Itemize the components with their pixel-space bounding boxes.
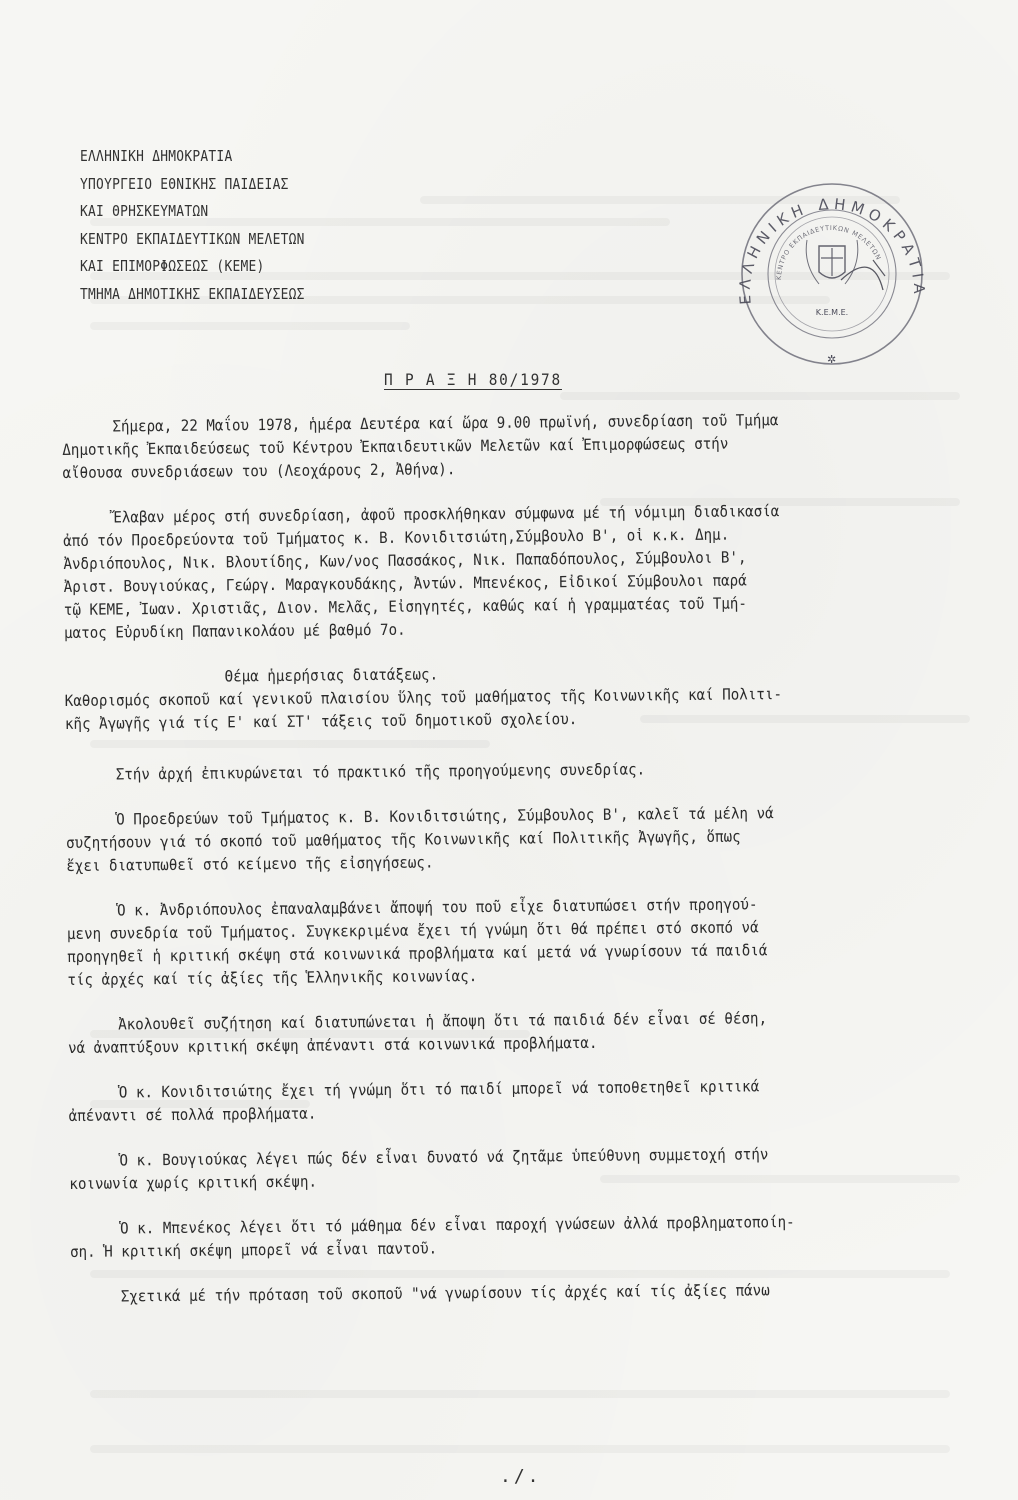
text-line: Καθορισμός σκοποῦ καί γενικοῦ πλαισίου ὕλης τοῦ μαθήματος τῆς Κοινωνικῆς καί Πολιτι- bbox=[64, 685, 783, 710]
letterhead-line: ΚΑΙ ΘΡΗΣΚΕΥΜΑΤΩΝ bbox=[80, 202, 209, 221]
stamp-center-text: Κ.Ε.Μ.Ε. bbox=[815, 308, 849, 317]
page-continuation-mark: ./. bbox=[500, 1466, 542, 1487]
text-line: Ἀνδριόπουλος, Νικ. Βλουτίδης, Κων/νος Πασσάκος, Νικ. Παπαδόπουλος, Σύμβουλοι Β', bbox=[63, 548, 747, 573]
letterhead bbox=[80, 143, 305, 309]
stamp-outer-text: ΕΛΛΗΝΙΚΗ ΔΗΜΟΚΡΑΤΙΑ bbox=[735, 194, 929, 306]
text-line: Ὁ κ. Ἀνδριόπουλος ἐπαναλαμβάνει ἄποψή του ποῦ εἶχε διατυπώσει στήν προηγού- bbox=[116, 895, 758, 920]
text-line: ἔχει διατυπωθεῖ στό κείμενο τῆς εἰσηγήσεως. bbox=[66, 853, 434, 875]
text-line: Δημοτικῆς Ἐκπαιδεύσεως τοῦ Κέντρου Ἐκπαιδευτικῶν Μελετῶν καί Ἐπιμορφώσεως στήν bbox=[62, 434, 729, 459]
text-line: συζητήσουν γιά τό σκοπό τοῦ μαθήματος τῆς Κοινωνικῆς καί Πολιτικῆς Ἀγωγῆς, ὅπως bbox=[66, 827, 741, 852]
text-line: Ὁ κ. Μπενέκος λέγει ὅτι τό μάθημα δέν εἶναι παροχή γνώσεων ἀλλά προβληματοποίη- bbox=[120, 1213, 795, 1238]
text-line: Ἀριστ. Βουγιούκας, Γεώργ. Μαραγκουδάκης, Ἀντών. Μπενέκος, Εἰδικοί Σύμβουλοι παρά bbox=[63, 571, 747, 596]
paragraph-opening bbox=[62, 407, 978, 485]
text-line: Ὁ κ. Βουγιούκας λέγει πώς δέν εἶναι δυνατό νά ζητᾶμε ὑπεύθυνη συμμετοχή στήν bbox=[119, 1145, 769, 1170]
document-title: Π Ρ Α Ξ Η 80/1978 bbox=[384, 370, 562, 389]
text-line: ἀπό τόν Προεδρεύοντα τοῦ Τμήματος κ. Β. Κονιδιτσιώτη,Σύμβουλο Β', οἱ κ.κ. Δημ. bbox=[63, 525, 730, 550]
svg-text:ΚΕΝΤΡΟ ΕΚΠΑΙΔΕΥΤΙΚΩΝ ΜΕΛΕΤΩΝ bbox=[775, 224, 883, 280]
text-line: τῷ ΚΕΜΕ, Ἰωαν. Χριστιᾶς, Διον. Μελᾶς, Εἰσηγητές, καθώς καί ἡ γραμματέας τοῦ Τμή- bbox=[63, 594, 748, 619]
agenda-heading: Θέμα ἡμερήσιας διατάξεως. bbox=[224, 665, 439, 686]
bleed-through-line bbox=[90, 1390, 950, 1398]
letterhead-line: ΤΜΗΜΑ ΔΗΜΟΤΙΚΗΣ ΕΚΠΑΙΔΕΥΣΕΩΣ bbox=[80, 284, 305, 303]
text-line: Σχετικά μέ τήν πρόταση τοῦ σκοποῦ "νά γνωρίσουν τίς ἀρχές καί τίς ἀξίες πάνω bbox=[120, 1281, 770, 1306]
text-line: προηγηθεῖ ἡ κριτική σκέψη στά κοινωνικά προβλήματα καί μετά νά γνωρίσουν τά παιδιά bbox=[67, 941, 768, 966]
text-line: κῆς Ἀγωγῆς γιά τίς Ε' καί ΣΤ' τάξεις τοῦ δημοτικοῦ σχολείου. bbox=[64, 710, 578, 733]
text-line: μενη συνεδρία τοῦ Τμήματος. Συγκεκριμένα ἔχει τή γνώμη ὅτι θά πρέπει στό σκοπό νά bbox=[66, 918, 759, 943]
star-icon: ✲ bbox=[827, 353, 837, 366]
text-line: κοινωνία χωρίς κριτική σκέψη. bbox=[69, 1172, 318, 1193]
text-line: Ὁ κ. Κονιδιτσιώτης ἔχει τή γνώμη ὅτι τό παιδί μπορεῖ νά τοποθετηθεῖ κριτικά bbox=[118, 1077, 760, 1102]
agenda-section bbox=[64, 658, 980, 736]
text-line: ἀπέναντι σέ πολλά προβλήματα. bbox=[68, 1104, 317, 1125]
text-line: Ἀκολουθεῖ συζήτηση καί διατυπώνεται ἡ ἄποψη ὅτι τά παιδιά δέν εἶναι σέ θέση, bbox=[118, 1009, 768, 1034]
text-line: Στήν ἀρχή ἐπικυρώνεται τό πρακτικό τῆς προηγούμενης συνεδρίας. bbox=[115, 760, 646, 784]
stamp-inner-text: ΚΕΝΤΡΟ ΕΚΠΑΙΔΕΥΤΙΚΩΝ ΜΕΛΕΤΩΝ bbox=[774, 223, 883, 281]
paragraph-chair bbox=[66, 800, 982, 878]
bleed-through-line bbox=[560, 392, 960, 400]
text-line: ση. Ἡ κριτική σκέψη μπορεῖ νά εἶναι παντοῦ. bbox=[69, 1239, 438, 1261]
text-line: τίς ἀρχές καί τίς ἀξίες τῆς Ἑλληνικῆς κοινωνίας. bbox=[67, 967, 478, 989]
text-line: Σήμερα, 22 Μαΐου 1978, ἡμέρα Δευτέρα καί ὥρα 9.00 πρωϊνή, συνεδρίαση τοῦ Τμήμα bbox=[112, 411, 779, 436]
letterhead-line: ΕΛΛΗΝΙΚΗ ΔΗΜΟΚΡΑΤΙΑ bbox=[80, 147, 233, 165]
text-line: Ἔλαβαν μέρος στή συνεδρίαση, ἀφοῦ προσκλήθηκαν σύμφωνα μέ τή νόμιμη διαδικασία bbox=[113, 502, 780, 527]
letterhead-line: ΥΠΟΥΡΓΕΙΟ ΕΘΝΙΚΗΣ ΠΑΙΔΕΙΑΣ bbox=[80, 174, 289, 193]
bleed-through-line bbox=[90, 1445, 950, 1453]
text-line: αἴθουσα συνεδριάσεων του (Λεοχάρους 2, Ἀθήνα). bbox=[62, 460, 456, 482]
letterhead-line: ΚΑΙ ΕΠΙΜΟΡΦΩΣΕΩΣ (ΚΕΜΕ) bbox=[80, 257, 265, 276]
document-body bbox=[62, 407, 986, 1309]
text-line: ματος Εὐρυδίκη Παπανικολάου μέ βαθμό 7ο. bbox=[63, 620, 406, 642]
letterhead-line: ΚΕΝΤΡΟ ΕΚΠΑΙΔΕΥΤΙΚΩΝ ΜΕΛΕΤΩΝ bbox=[80, 229, 305, 248]
paragraph-andriopoulos bbox=[67, 891, 983, 992]
official-seal-stamp bbox=[723, 180, 937, 372]
bleed-through-line bbox=[90, 322, 410, 330]
text-line: Ὁ Προεδρεύων τοῦ Τμήματος κ. Β. Κονιδιτσιώτης, Σύμβουλος Β', καλεῖ τά μέλη νά bbox=[116, 804, 774, 829]
paragraph-attendees bbox=[63, 498, 979, 645]
text-line: νά ἀναπτύξουν κριτική σκέψη ἀπέναντι στά κοινωνικά προβλήματα. bbox=[67, 1033, 598, 1057]
